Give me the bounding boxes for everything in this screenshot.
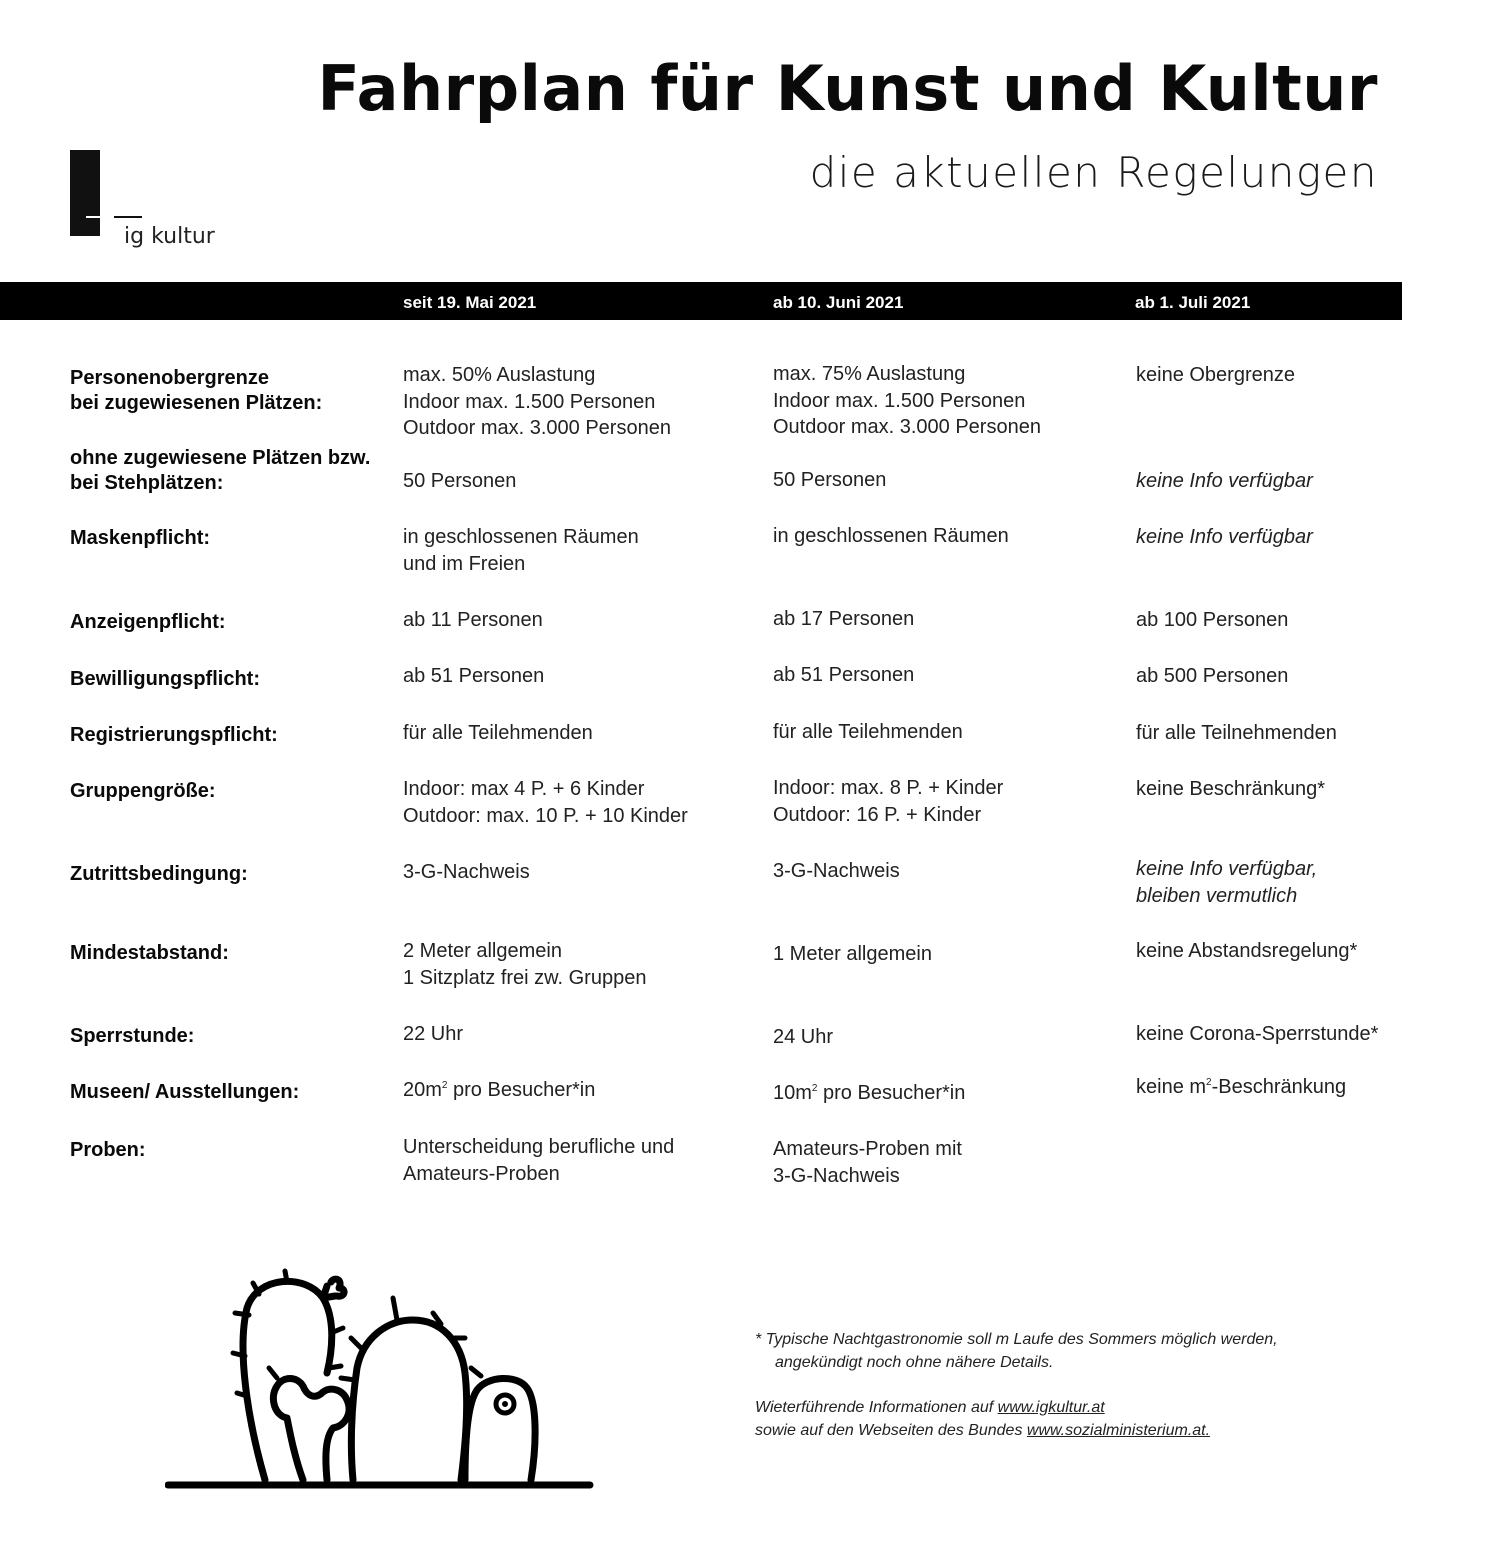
link-sozialministerium[interactable]: www.sozialministerium.at. [1026,1422,1211,1439]
page-title: Fahrplan für Kunst und Kultur [317,52,1378,125]
row-label-personenobergrenze: Personenobergrenze bei zugewiesenen Plätzen: [70,367,323,414]
cell-museen-june: $10m^2$ pro Besucher*in [773,1082,966,1104]
cell-bewilligungspflicht-june: ab 51 Personen [773,664,915,686]
cell-anzeigenpflicht-july: ab 100 Personen [1136,609,1289,631]
cell-bewilligungspflicht-july: ab 500 Personen [1136,665,1289,687]
column-header-june: ab 10. Juni 2021 [773,293,904,312]
row-label-mindestabstand: Mindestabstand: [70,942,229,964]
logo-text: ig kultur [124,224,215,249]
cell-maskenpflicht-may: in geschlossenen Räumen und im Freien [403,526,639,575]
page-subtitle: die aktuellen Regelungen [809,148,1378,197]
cell-sperrstunde-june: 24 Uhr [773,1026,834,1048]
cell-mindestabstand-may: 2 Meter allgemein 1 Sitzplatz frei zw. Gruppen [403,940,647,989]
column-header-july: ab 1. Juli 2021 [1135,293,1251,312]
cell-proben-may: Unterscheidung berufliche und Amateurs-Proben [403,1136,675,1185]
cell-sperrstunde-may: 22 Uhr [403,1023,464,1045]
row-label-gruppengroesse: Gruppengröße: [70,780,216,802]
cell-ohne-plaetze-may: 50 Personen [403,470,517,492]
cell-registrierungspflicht-july: für alle Teilnehmenden [1136,722,1337,744]
cell-proben-june: Amateurs-Proben mit 3-G-Nachweis [773,1138,962,1187]
cell-anzeigenpflicht-june: ab 17 Personen [773,608,915,630]
footnote-nachtgastronomie: * Typische Nachtgastronomie soll m Laufe des Sommers möglich werden, [755,1331,1278,1348]
cell-gruppengroesse-june: Indoor: max. 8 P. + Kinder Outdoor: 16 P. + Kinder [773,777,1004,826]
row-label-sperrstunde: Sperrstunde: [70,1025,195,1047]
row-label-ohne-plaetze: ohne zugewiesene Plätzen bzw. bei Stehplätzen: [70,447,371,494]
cell-museen-july: keine $m^2$-Beschränkung [1136,1076,1347,1098]
cell-museen-may: $20m^2$ pro Besucher*in [403,1079,596,1101]
cell-ohne-plaetze-june: 50 Personen [773,469,887,491]
cell-zutrittsbedingung-may: 3-G-Nachweis [403,861,530,883]
cell-personenobergrenze-july: keine Obergrenze [1136,364,1295,386]
row-label-zutrittsbedingung: Zutrittsbedingung: [70,863,248,885]
cell-maskenpflicht-june: in geschlossenen Räumen [773,525,1009,547]
cell-maskenpflicht-july: keine Info verfügbar [1136,526,1313,548]
cell-registrierungspflicht-june: für alle Teilehmenden [773,721,963,743]
cell-zutrittsbedingung-june: 3-G-Nachweis [773,860,900,882]
logo-dash [86,216,100,218]
cell-personenobergrenze-may: max. 50% Auslastung Indoor max. 1.500 Personen Outdoor max. 3.000 Personen [403,364,671,439]
cell-personenobergrenze-june: max. 75% Auslastung Indoor max. 1.500 Personen Outdoor max. 3.000 Personen [773,363,1041,438]
cell-anzeigenpflicht-may: ab 11 Personen [403,609,543,631]
cactus-illustration-icon [165,1268,595,1494]
ig-kultur-logo [70,150,250,260]
row-label-anzeigenpflicht: Anzeigenpflicht: [70,611,226,633]
logo-dash [114,216,142,218]
cell-zutrittsbedingung-july: keine Info verfügbar, bleiben vermutlich [1136,858,1318,907]
cell-mindestabstand-june: 1 Meter allgemein [773,943,932,965]
cell-registrierungspflicht-may: für alle Teilehmenden [403,722,593,744]
cell-mindestabstand-july: keine Abstandsregelung* [1136,940,1358,962]
row-label-registrierungspflicht: Registrierungspflicht: [70,724,278,746]
cell-ohne-plaetze-july: keine Info verfügbar [1136,470,1313,492]
row-label-museen: Museen/ Ausstellungen: [70,1081,300,1103]
link-igkultur[interactable]: www.igkultur.at [997,1399,1105,1416]
cell-gruppengroesse-july: keine Beschränkung* [1136,778,1326,800]
cell-gruppengroesse-may: Indoor: max 4 P. + 6 Kinder Outdoor: max. 10 P. + 10 Kinder [403,778,688,827]
row-label-maskenpflicht: Maskenpflicht: [70,527,211,549]
column-header-may: seit 19. Mai 2021 [403,293,537,312]
footnote-info-line: Wieterführende Informationen auf www.igkultur.at [755,1399,1105,1416]
row-label-bewilligungspflicht: Bewilligungspflicht: [70,668,260,690]
row-label-proben: Proben: [70,1139,146,1161]
column-header-bar [0,282,1402,320]
footnote-details: angekündigt noch ohne nähere Details. [775,1354,1054,1371]
cell-bewilligungspflicht-may: ab 51 Personen [403,665,545,687]
logo-mark-icon [70,150,100,236]
cell-sperrstunde-july: keine Corona-Sperrstunde* [1136,1023,1379,1045]
footnote-bund-line: sowie auf den Webseiten des Bundes www.sozialministerium.at. [755,1422,1211,1439]
